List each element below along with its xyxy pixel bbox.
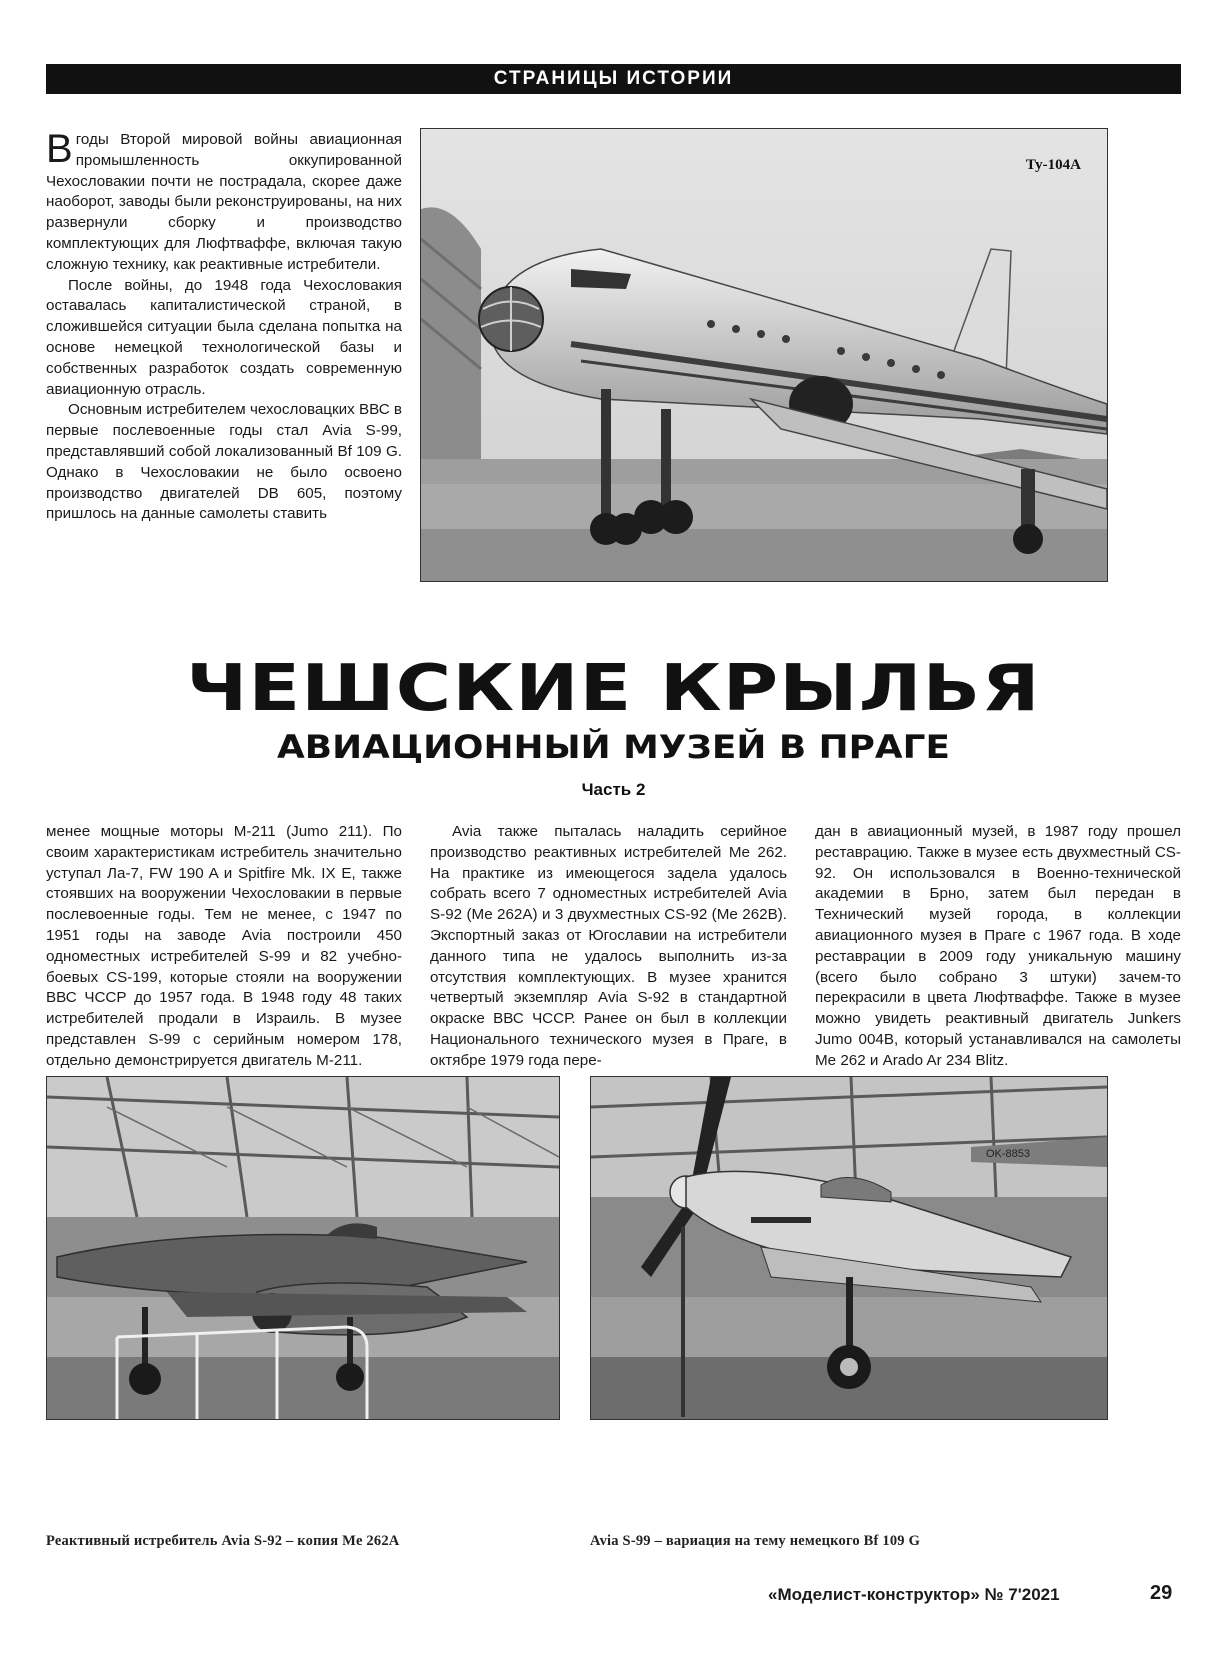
- intro-paragraph-1: [46, 127, 402, 276]
- registration-text: OK-8853: [986, 1148, 1031, 1160]
- intro-paragraph-2: После войны, до 1948 года Чехословакия оставалась капиталистической страной, в сложившейся ситуации была сделана попытка на основе немецкой технологической базы и собственных разработок создать современную авиационную отрасль.: [46, 276, 402, 398]
- caption-avia-s99: Avia S-99 – вариация на тему немецкого Bf 109 G: [590, 1533, 921, 1549]
- avia-s92-photo: [46, 1076, 560, 1420]
- tu104-photo-label: Ту-104А: [1025, 157, 1081, 173]
- dropcap: В: [46, 127, 73, 171]
- intro-p1-text: годы Второй мировой войны авиационная промышленность оккупированной Чехословакии почти не пострадала, скорее даже наоборот, заводы были реконструированы, на них развернули сборку и производство комплектующих для Люфтваффе, включая такую сложную технику, как реактивные истребители.: [46, 131, 402, 273]
- footer-page-number: 29: [1150, 1582, 1173, 1604]
- avia-s99-photo: [590, 1076, 1108, 1420]
- tu104-illustration: [421, 129, 1107, 581]
- text-column-1: менее мощные моторы М-211 (Jumo 211). По своим характеристикам истребитель значительно уступал Ла-7, FW 190 A и Spitfire Mk. IX E, также стоявших на вооружении Чехословакии в первые послевоенные годы. Тем не менее, с 1947 по 1951 годы на заводе Avia построили 450 одноместных истребителей S-99 и 82 учебно-боевых CS-199, которые стояли на вооружении ВВС ЧССР до 1957 года. В 1948 году 48 таких истребителей продали в Израиль. В музее представлен S-99 с серийным номером 178, отдельно демонстрируется двигатель М-211.: [46, 823, 402, 1069]
- avia-s92-illustration: [47, 1077, 559, 1419]
- footer-magazine: «Моделист-конструктор» № 7'2021: [768, 1585, 1060, 1604]
- caption-avia-s92: Реактивный истребитель Avia S-92 – копия Me 262A: [46, 1533, 400, 1549]
- section-header: [46, 64, 1181, 94]
- article-subtitle: АВИАЦИОННЫЙ МУЗЕЙ В ПРАГЕ: [277, 728, 950, 766]
- avia-s99-illustration: [591, 1077, 1107, 1419]
- intro-text: [46, 127, 402, 525]
- tu104-photo: [420, 128, 1108, 582]
- article-part: Часть 2: [581, 780, 646, 799]
- text-column-2: Avia также пыталась наладить серийное производство реактивных истребителей Me 262. На практике из имеющегося задела удалось собрать всего 7 одноместных истребителей Avia S-92 (Me 262A) и 3 двухместных CS-92 (Me 262B). Экспортный заказ от Югославии на истребители данного типа не удалось выполнить из-за отсутствия комплектующих. В музее хранится четвертый экземпляр Avia S-92 в стандартной окраске ВВС ЧССР. Ранее он был в коллекции Национального технического музея в Праге, в октябре 1979 года пере-: [430, 823, 787, 1069]
- article-title: ЧЕШСКИЕ КРЫЛЬЯ: [186, 652, 1041, 726]
- section-header-title: СТРАНИЦЫ ИСТОРИИ: [493, 68, 734, 89]
- text-column-3: дан в авиационный музей, в 1987 году прошел реставрацию. Также в музее есть двухместный CS-92. Он использовался в Военно-технической академии в Брно, затем был передан в Технический музей города, в коллекции авиационного музея в Праге с 1967 года. В ходе реставрации в 2009 году уникальную машину (всего было собрано 3 штуки) зачем-то перекрасили в цвета Люфтваффе. Также в музее можно увидеть реактивный двигатель Junkers Jumo 004B, который устанавливался на самолеты Me 262 и Arado Ar 234 Blitz.: [815, 823, 1181, 1069]
- intro-paragraph-3: Основным истребителем чехословацких ВВС в первые послевоенные годы стал Avia S-99, представлявший собой локализованный Bf 109 G. Однако в Чехословакии не было освоено производство двигателей DB 605, поэтому пришлось на данные самолеты ставить: [46, 401, 402, 523]
